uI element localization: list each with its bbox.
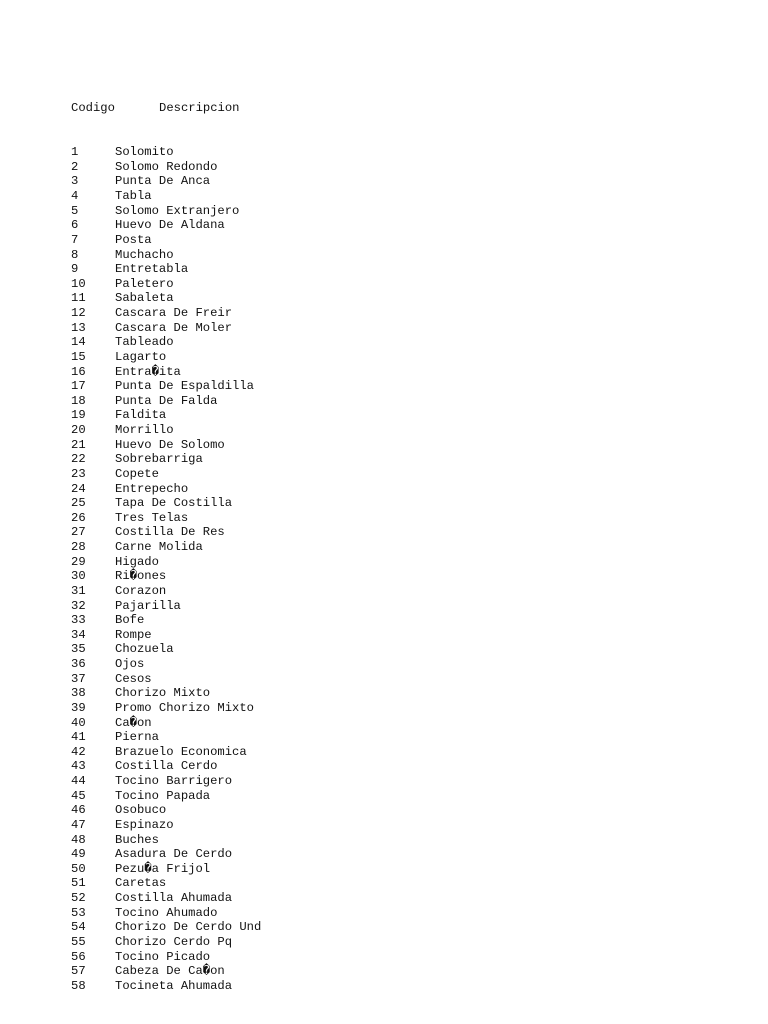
item-description: Tabla (115, 189, 152, 203)
item-description: Tableado (115, 335, 174, 350)
list-item (71, 701, 261, 716)
item-description: Caretas (115, 876, 167, 891)
list-item (71, 613, 261, 628)
item-code: 53 (71, 905, 86, 920)
item-description: Punta De Anca (115, 174, 211, 189)
item-description: Tres Telas (115, 510, 189, 525)
item-code: 16 (71, 364, 86, 379)
item-code: 9 (71, 262, 79, 277)
item-description: Sobrebarriga (115, 452, 203, 467)
list-item (71, 818, 261, 833)
item-code: 18 (71, 393, 86, 408)
item-code: 25 (71, 496, 86, 511)
list-item (71, 964, 261, 979)
list-item (71, 467, 261, 482)
list-item (71, 189, 261, 204)
item-description: Tocino Picado (115, 949, 211, 964)
item-description: Chorizo Cerdo Pq (115, 934, 233, 949)
item-code: 15 (71, 349, 86, 364)
item-code: 28 (71, 540, 86, 554)
item-code: 22 (71, 452, 86, 467)
list-item (71, 423, 261, 438)
item-code: 20 (71, 423, 86, 437)
item-code: 48 (71, 832, 86, 847)
item-code: 33 (71, 613, 86, 628)
item-description: Rompe (115, 627, 152, 642)
item-code: 6 (71, 218, 79, 233)
item-code: 13 (71, 320, 86, 335)
list-item (71, 789, 261, 804)
item-code: 5 (71, 203, 79, 218)
list-item (71, 759, 261, 774)
list-item (71, 291, 261, 306)
list-item (71, 642, 261, 657)
list-item (71, 350, 261, 365)
list-item (71, 569, 261, 584)
item-code: 38 (71, 686, 86, 701)
list-item (71, 438, 261, 453)
item-description: Costilla Ahumada (115, 891, 233, 905)
item-description: Huevo De Aldana (115, 218, 225, 233)
item-code: 30 (71, 569, 86, 584)
description-column-header: Descripcion (159, 101, 240, 116)
item-code: 11 (71, 291, 86, 306)
item-description: Asadura De Cerdo (115, 847, 233, 862)
list-item (71, 599, 261, 614)
list-item (71, 482, 261, 497)
item-code: 24 (71, 481, 86, 496)
item-code: 7 (71, 232, 79, 247)
item-code: 21 (71, 437, 86, 452)
rows-container (71, 145, 261, 993)
list-item (71, 862, 261, 877)
list-item (71, 730, 261, 745)
item-code: 12 (71, 306, 86, 320)
list-item (71, 233, 261, 248)
list-item (71, 657, 261, 672)
item-description: Carne Molida (115, 540, 203, 554)
list-item (71, 365, 261, 380)
item-code: 29 (71, 554, 86, 569)
item-code: 50 (71, 861, 86, 876)
item-description: Tocino Ahumado (115, 905, 218, 920)
item-description: Posta (115, 232, 152, 247)
item-code: 46 (71, 803, 86, 818)
item-description: Solomo Redondo (115, 159, 218, 174)
list-item (71, 672, 261, 687)
list-item (71, 277, 261, 292)
list-item (71, 394, 261, 409)
item-description: Tocineta Ahumada (115, 978, 233, 993)
item-code: 43 (71, 759, 86, 774)
list-item (71, 525, 261, 540)
item-code: 31 (71, 583, 86, 598)
list-item (71, 511, 261, 526)
item-description: Morrillo (115, 423, 174, 437)
item-description: Pezu�a Frijol (115, 861, 211, 876)
item-code: 36 (71, 657, 86, 671)
list-item (71, 379, 261, 394)
list-item (71, 920, 261, 935)
list-item (71, 306, 261, 321)
item-description: Sabaleta (115, 291, 174, 306)
item-description: Tocino Barrigero (115, 774, 233, 788)
item-code: 58 (71, 978, 86, 993)
item-description: Promo Chorizo Mixto (115, 700, 254, 715)
item-code: 1 (71, 145, 79, 160)
list-item (71, 496, 261, 511)
item-description: Pierna (115, 730, 159, 745)
item-description: Costilla Cerdo (115, 759, 218, 774)
item-description: Cesos (115, 671, 152, 686)
item-description: Entretabla (115, 262, 189, 277)
item-description: Brazuelo Economica (115, 744, 247, 759)
item-code: 2 (71, 159, 79, 174)
list-item (71, 584, 261, 599)
list-item (71, 408, 261, 423)
item-code: 8 (71, 247, 79, 262)
item-description: Cascara De Freir (115, 306, 233, 320)
item-description: Entra�ita (115, 364, 181, 379)
item-description: Huevo De Solomo (115, 437, 225, 452)
list-item (71, 906, 261, 921)
item-description: Tapa De Costilla (115, 496, 233, 511)
list-item (71, 321, 261, 336)
list-item (71, 950, 261, 965)
list-item (71, 833, 261, 848)
item-code: 52 (71, 891, 86, 905)
item-description: Faldita (115, 408, 167, 423)
item-description: Ri�ones (115, 569, 167, 584)
list-item (71, 218, 261, 233)
list-item (71, 876, 261, 891)
item-description: Buches (115, 832, 159, 847)
list-item (71, 628, 261, 643)
item-description: Osobuco (115, 803, 167, 818)
list-item (71, 262, 261, 277)
item-code: 35 (71, 642, 86, 657)
item-code: 51 (71, 876, 86, 891)
item-code: 54 (71, 920, 86, 935)
list-item (71, 745, 261, 760)
item-code: 27 (71, 525, 86, 540)
item-description: Chozuela (115, 642, 174, 657)
list-item (71, 935, 261, 950)
list-item (71, 803, 261, 818)
item-description: Lagarto (115, 349, 167, 364)
item-code: 44 (71, 774, 86, 788)
list-item (71, 160, 261, 175)
item-code: 42 (71, 744, 86, 759)
item-code: 4 (71, 189, 79, 203)
item-code: 17 (71, 379, 86, 394)
item-code: 47 (71, 817, 86, 832)
item-description: Cabeza De Ca�on (115, 964, 225, 979)
item-code: 3 (71, 174, 79, 189)
item-code: 40 (71, 715, 86, 730)
list-item (71, 145, 261, 160)
item-code: 39 (71, 700, 86, 715)
code-column-header: Codigo (71, 101, 115, 116)
item-code: 45 (71, 788, 86, 803)
list-item (71, 174, 261, 189)
item-code: 14 (71, 335, 86, 350)
list-item (71, 774, 261, 789)
item-code: 26 (71, 510, 86, 525)
item-description: Solomo Extranjero (115, 203, 240, 218)
item-description: Pajarilla (115, 598, 181, 613)
list-item (71, 847, 261, 862)
item-code: 37 (71, 671, 86, 686)
list-item (71, 540, 261, 555)
item-description: Punta De Falda (115, 393, 218, 408)
list-item (71, 891, 261, 906)
list-item (71, 248, 261, 263)
item-code: 23 (71, 466, 86, 481)
item-code: 57 (71, 964, 86, 979)
item-description: Corazon (115, 583, 167, 598)
product-list (71, 72, 261, 1008)
item-description: Costilla De Res (115, 525, 225, 540)
item-code: 49 (71, 847, 86, 862)
item-description: Higado (115, 554, 159, 569)
list-item (71, 335, 261, 350)
item-description: Bofe (115, 613, 145, 628)
item-description: Punta De Espaldilla (115, 379, 254, 394)
list-item (71, 555, 261, 570)
list-item (71, 716, 261, 731)
item-code: 55 (71, 934, 86, 949)
item-description: Solomito (115, 145, 174, 160)
item-code: 41 (71, 730, 86, 745)
header-row (71, 101, 261, 116)
item-code: 56 (71, 949, 86, 964)
item-description: Tocino Papada (115, 788, 211, 803)
list-item (71, 204, 261, 219)
item-description: Muchacho (115, 247, 174, 262)
item-code: 19 (71, 408, 86, 423)
item-description: Cascara De Moler (115, 320, 233, 335)
item-description: Chorizo Mixto (115, 686, 211, 701)
item-description: Ojos (115, 657, 145, 671)
item-code: 32 (71, 598, 86, 613)
list-item (71, 452, 261, 467)
item-code: 34 (71, 627, 86, 642)
list-item (71, 686, 261, 701)
item-description: Ca�on (115, 715, 152, 730)
item-description: Copete (115, 466, 159, 481)
list-item (71, 979, 261, 994)
item-description: Espinazo (115, 817, 174, 832)
item-description: Entrepecho (115, 481, 189, 496)
item-description: Paletero (115, 276, 174, 291)
item-description: Chorizo De Cerdo Und (115, 920, 262, 935)
item-code: 10 (71, 276, 86, 291)
